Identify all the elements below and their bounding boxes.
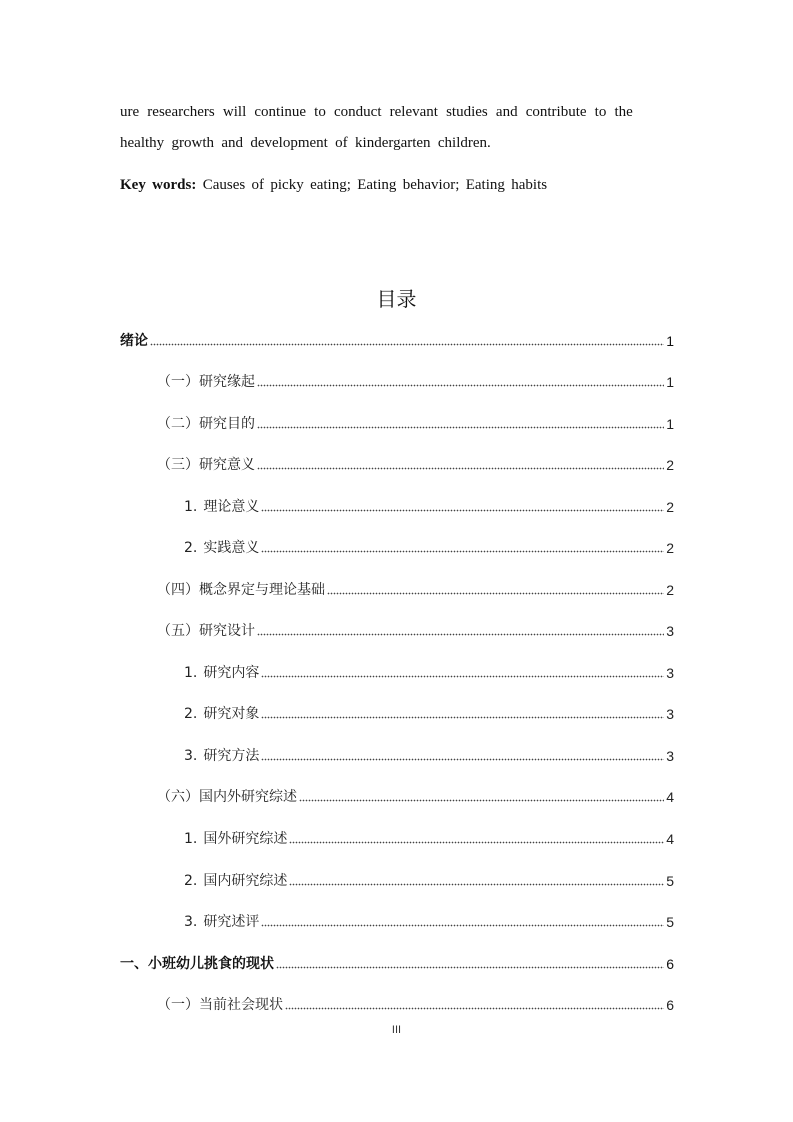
- toc-entry[interactable]: [120, 995, 674, 1015]
- toc-entry-number: 1.: [184, 665, 198, 681]
- toc-dot-leader: [257, 425, 664, 430]
- toc-entry-title: 一、小班幼儿挑食的现状: [120, 956, 274, 972]
- toc-entry-page: 1: [666, 374, 674, 390]
- toc-entry[interactable]: [120, 414, 674, 434]
- toc-entry-number: 2.: [184, 540, 198, 556]
- toc-dot-leader: [276, 965, 664, 970]
- toc-entry-page: 3: [666, 706, 674, 722]
- keywords-label: Key words:: [120, 177, 197, 193]
- toc-entry[interactable]: [120, 954, 674, 974]
- toc-entry-number: 1.: [184, 831, 198, 847]
- toc-entry-page: 4: [666, 831, 674, 847]
- toc-entry-title: （六）国内外研究综述: [157, 789, 297, 805]
- toc-entry-title: 国外研究综述: [203, 831, 288, 847]
- toc-entry[interactable]: [120, 372, 674, 392]
- toc-entry-title: （三）研究意义: [157, 457, 255, 473]
- abstract-line-2: healthy growth and development of kindergarten children.: [120, 135, 491, 151]
- keywords-text: Causes of picky eating; Eating behavior; Eating habits: [202, 177, 548, 193]
- toc-entry-page: 2: [666, 499, 674, 515]
- abstract-line-1: ure researchers will continue to conduct relevant studies and contribute to the: [120, 104, 633, 120]
- toc-entry-page: 4: [666, 789, 674, 805]
- toc-entry[interactable]: [120, 746, 674, 766]
- toc-entry-page: 2: [666, 582, 674, 598]
- toc-entry-title: 研究方法: [203, 748, 260, 764]
- keywords-line: [120, 176, 660, 194]
- toc-entry-title: 绪论: [120, 333, 148, 349]
- toc-entry[interactable]: [120, 704, 674, 724]
- toc-dot-leader: [289, 882, 664, 887]
- toc-entry-title: 理论意义: [203, 499, 260, 515]
- toc-entry-page: 2: [666, 540, 674, 556]
- toc-entry-number: 2.: [184, 873, 198, 889]
- toc-entry-title: （二）研究目的: [157, 416, 255, 432]
- toc-entry-page: 6: [666, 956, 674, 972]
- toc-entry-title: 研究内容: [203, 665, 260, 681]
- toc-entry-page: 6: [666, 997, 674, 1013]
- toc-entry-number: 3.: [184, 914, 198, 930]
- toc-entry[interactable]: [120, 331, 674, 351]
- toc-entry[interactable]: [120, 455, 674, 475]
- toc-entry-title: 研究对象: [203, 706, 260, 722]
- toc-dot-leader: [257, 632, 664, 637]
- toc-dot-leader: [299, 798, 664, 803]
- toc-dot-leader: [289, 840, 664, 845]
- toc-entry-page: 5: [666, 914, 674, 930]
- toc-entry[interactable]: [120, 912, 674, 932]
- toc-entry[interactable]: [120, 580, 674, 600]
- toc-entry-title: （五）研究设计: [157, 623, 255, 639]
- toc-dot-leader: [261, 757, 664, 762]
- toc-entry-page: 3: [666, 623, 674, 639]
- toc-entry-page: 1: [666, 333, 674, 349]
- toc-dot-leader: [327, 591, 664, 596]
- toc-entry[interactable]: [120, 829, 674, 849]
- toc-entry-page: 1: [666, 416, 674, 432]
- toc-entry-number: 1.: [184, 499, 198, 515]
- toc-dot-leader: [261, 923, 664, 928]
- toc-entry-number: 2.: [184, 706, 198, 722]
- toc-entry-page: 3: [666, 748, 674, 764]
- page-number: III: [391, 1024, 402, 1036]
- toc-entry[interactable]: [120, 871, 674, 891]
- toc-entry-title: 实践意义: [203, 540, 260, 556]
- toc-entry-title: 研究述评: [203, 914, 260, 930]
- toc-title: 目录: [376, 287, 417, 311]
- toc-entry-page: 2: [666, 457, 674, 473]
- toc-entry[interactable]: [120, 663, 674, 683]
- toc-entry-title: 国内研究综述: [203, 873, 288, 889]
- toc-entry[interactable]: [120, 787, 674, 807]
- toc-entry[interactable]: [120, 538, 674, 558]
- toc-dot-leader: [261, 508, 664, 513]
- toc-dot-leader: [261, 549, 664, 554]
- toc-entry-title: （一）当前社会现状: [157, 997, 283, 1013]
- toc-dot-leader: [257, 383, 664, 388]
- toc-entry[interactable]: [120, 497, 674, 517]
- toc-dot-leader: [257, 466, 664, 471]
- toc-entry-title: （四）概念界定与理论基础: [157, 582, 325, 598]
- toc-dot-leader: [150, 342, 664, 347]
- toc-dot-leader: [285, 1006, 664, 1011]
- toc-entry-page: 3: [666, 665, 674, 681]
- toc-dot-leader: [261, 715, 664, 720]
- toc-entry[interactable]: [120, 621, 674, 641]
- toc-dot-leader: [261, 674, 664, 679]
- toc-entry-title: （一）研究缘起: [157, 374, 255, 390]
- toc-entry-number: 3.: [184, 748, 198, 764]
- toc-entry-page: 5: [666, 873, 674, 889]
